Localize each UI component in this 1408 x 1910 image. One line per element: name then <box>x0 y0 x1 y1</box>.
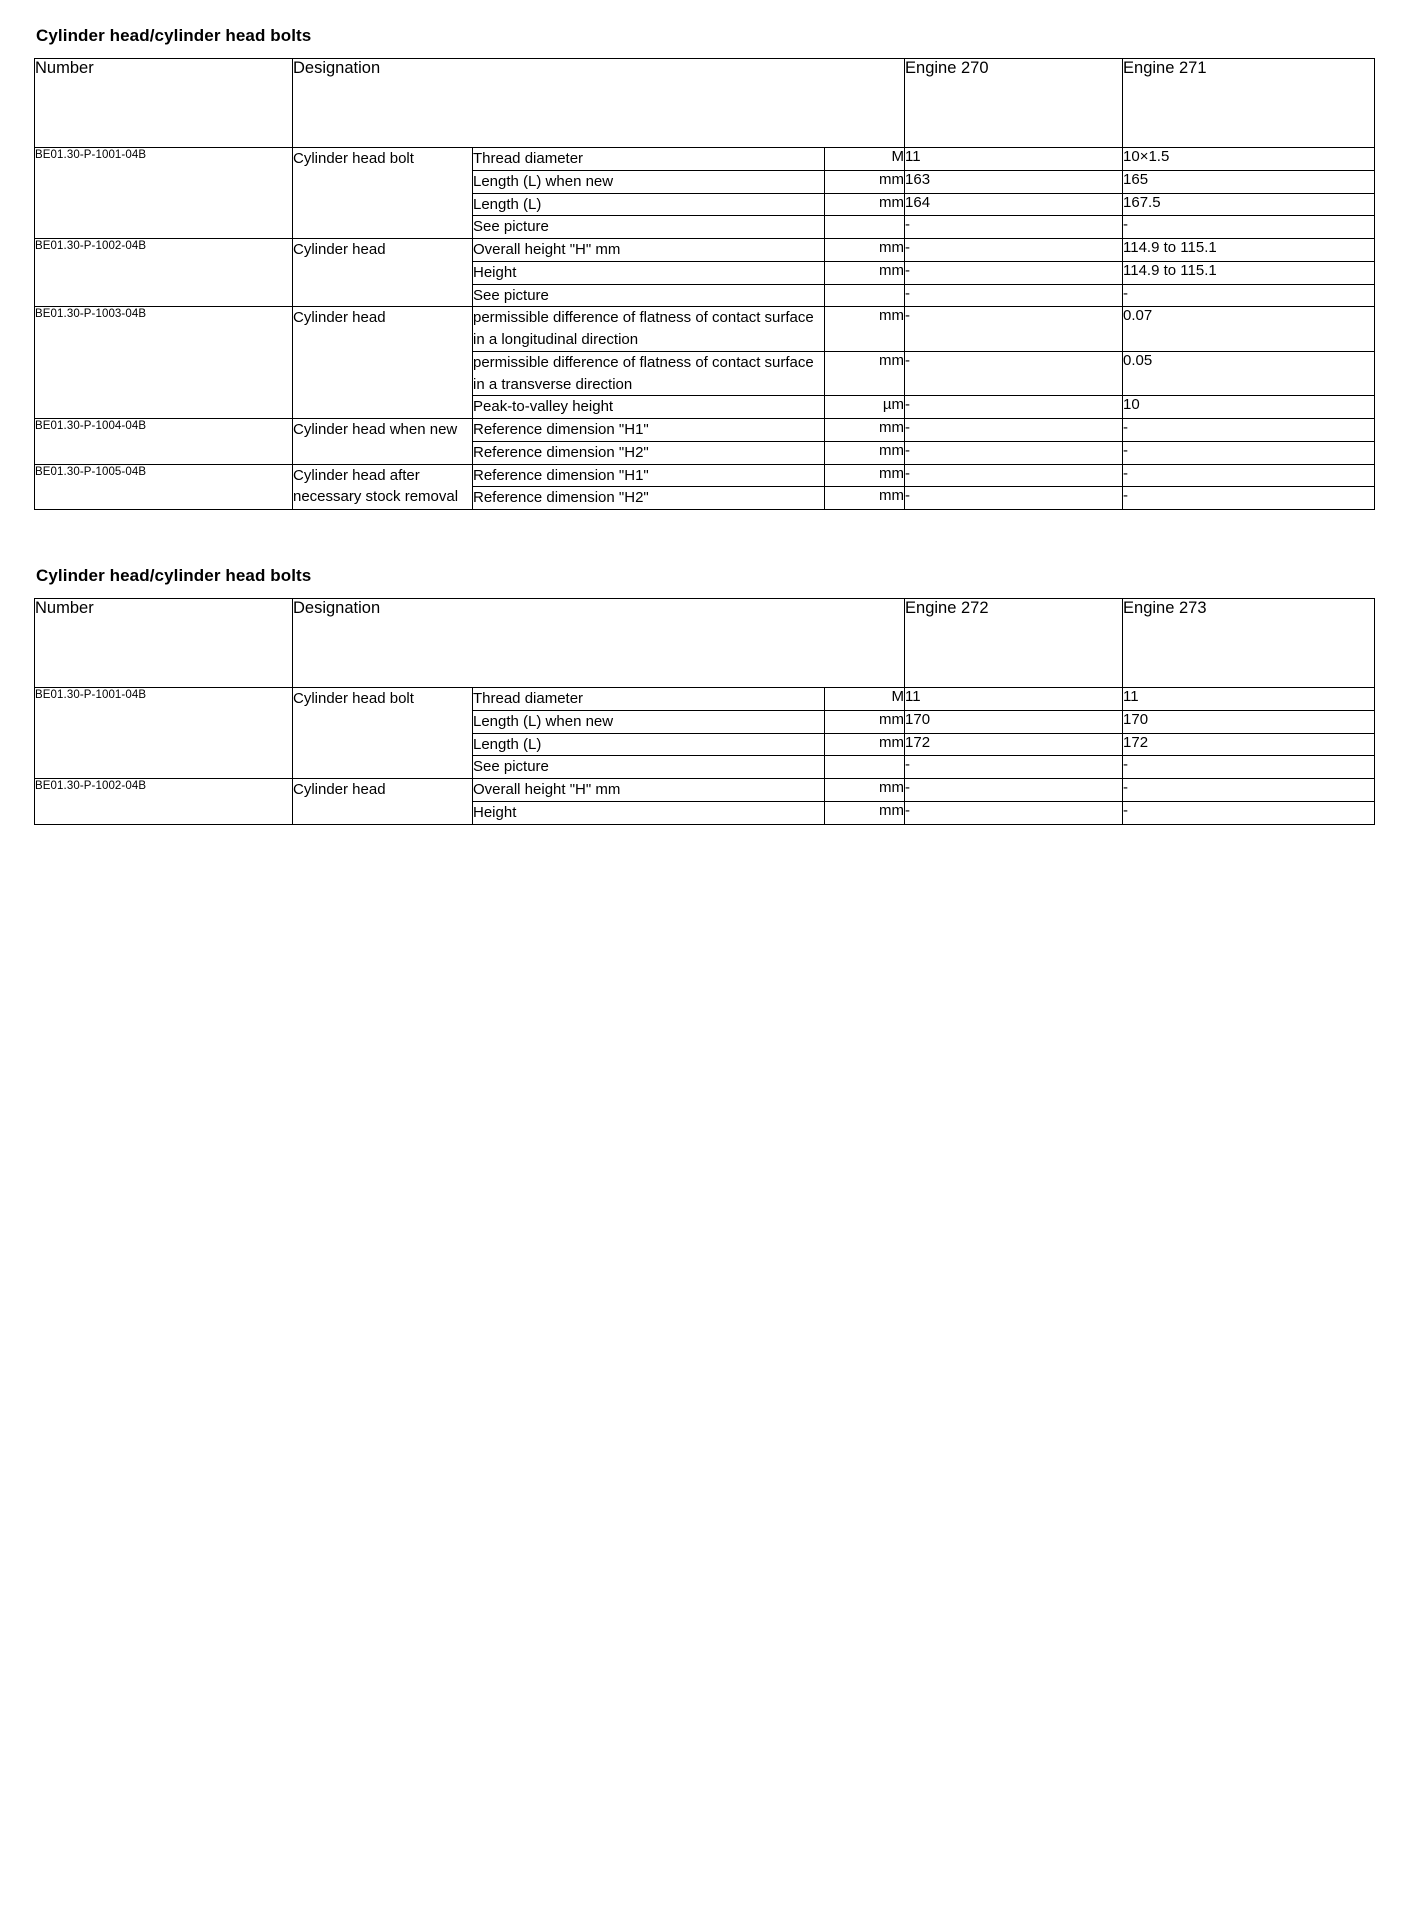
value-col-1: - <box>905 419 1123 442</box>
spec-number: BE01.30-P-1001-04B <box>35 688 293 779</box>
parameter-unit: mm <box>825 419 905 442</box>
parameter-label: Reference dimension "H1" <box>473 464 825 487</box>
value-col-1: - <box>905 216 1123 239</box>
spec-designation: Cylinder head bolt <box>293 148 473 239</box>
value-col-1: 11 <box>905 688 1123 711</box>
value-col-1: - <box>905 779 1123 802</box>
value-col-2: 165 <box>1123 170 1375 193</box>
parameter-unit <box>825 216 905 239</box>
parameter-label: Height <box>473 261 825 284</box>
parameter-unit: mm <box>825 170 905 193</box>
value-col-2: 172 <box>1123 733 1375 756</box>
sections-container <box>34 26 1374 825</box>
value-col-2: 0.07 <box>1123 307 1375 352</box>
parameter-label: permissible difference of flatness of contact surface in a transverse direction <box>473 351 825 396</box>
parameter-unit: mm <box>825 351 905 396</box>
table-header-row <box>35 59 1375 148</box>
parameter-unit: mm <box>825 239 905 262</box>
parameter-label: See picture <box>473 284 825 307</box>
value-col-2: 10 <box>1123 396 1375 419</box>
parameter-label: Thread diameter <box>473 148 825 171</box>
spec-table <box>34 598 1375 825</box>
value-col-2: - <box>1123 464 1375 487</box>
header-engine-col-1: Engine 270 <box>905 59 1123 148</box>
value-col-1: 170 <box>905 710 1123 733</box>
value-col-2: 0.05 <box>1123 351 1375 396</box>
parameter-label: Reference dimension "H2" <box>473 441 825 464</box>
table-row <box>35 148 1375 171</box>
spec-designation: Cylinder head <box>293 307 473 419</box>
parameter-label: Length (L) when new <box>473 170 825 193</box>
parameter-label: See picture <box>473 756 825 779</box>
parameter-unit: mm <box>825 441 905 464</box>
parameter-unit: mm <box>825 193 905 216</box>
table-row <box>35 688 1375 711</box>
value-col-1: - <box>905 307 1123 352</box>
value-col-2: - <box>1123 441 1375 464</box>
header-engine-col-2: Engine 273 <box>1123 599 1375 688</box>
spec-number: BE01.30-P-1004-04B <box>35 419 293 465</box>
value-col-1: - <box>905 756 1123 779</box>
spec-number: BE01.30-P-1002-04B <box>35 779 293 825</box>
value-col-1: 164 <box>905 193 1123 216</box>
value-col-2: - <box>1123 216 1375 239</box>
parameter-label: Length (L) <box>473 193 825 216</box>
section-title: Cylinder head/cylinder head bolts <box>36 26 312 45</box>
table-row <box>35 419 1375 442</box>
spec-table <box>34 58 1375 510</box>
value-col-1: - <box>905 441 1123 464</box>
value-col-1: - <box>905 801 1123 824</box>
parameter-unit: M <box>825 688 905 711</box>
parameter-unit: mm <box>825 487 905 510</box>
table-row <box>35 239 1375 262</box>
value-col-1: 163 <box>905 170 1123 193</box>
parameter-label: Height <box>473 801 825 824</box>
spec-section <box>34 566 1374 825</box>
parameter-unit: mm <box>825 307 905 352</box>
table-row <box>35 779 1375 802</box>
value-col-2: 170 <box>1123 710 1375 733</box>
parameter-label: See picture <box>473 216 825 239</box>
parameter-label: Thread diameter <box>473 688 825 711</box>
header-engine-col-2: Engine 271 <box>1123 59 1375 148</box>
value-col-2: - <box>1123 801 1375 824</box>
spec-designation: Cylinder head <box>293 779 473 825</box>
header-designation: Designation <box>293 59 905 148</box>
parameter-unit: mm <box>825 464 905 487</box>
spec-designation: Cylinder head when new <box>293 419 473 465</box>
value-col-1: - <box>905 239 1123 262</box>
value-col-1: - <box>905 464 1123 487</box>
parameter-label: permissible difference of flatness of contact surface in a longitudinal direction <box>473 307 825 352</box>
parameter-unit: mm <box>825 801 905 824</box>
spec-designation: Cylinder head after necessary stock removal <box>293 464 473 510</box>
header-number: Number <box>35 599 293 688</box>
parameter-unit: M <box>825 148 905 171</box>
value-col-2: - <box>1123 756 1375 779</box>
parameter-unit: µm <box>825 396 905 419</box>
value-col-2: 11 <box>1123 688 1375 711</box>
value-col-1: - <box>905 284 1123 307</box>
spec-number: BE01.30-P-1001-04B <box>35 148 293 239</box>
parameter-unit: mm <box>825 261 905 284</box>
value-col-2: - <box>1123 419 1375 442</box>
header-designation: Designation <box>293 599 905 688</box>
header-number: Number <box>35 59 293 148</box>
value-col-1: - <box>905 351 1123 396</box>
value-col-1: - <box>905 261 1123 284</box>
parameter-unit: mm <box>825 733 905 756</box>
table-header-row <box>35 599 1375 688</box>
value-col-2: 10×1.5 <box>1123 148 1375 171</box>
value-col-2: - <box>1123 284 1375 307</box>
spec-number: BE01.30-P-1002-04B <box>35 239 293 307</box>
value-col-1: - <box>905 396 1123 419</box>
spec-designation: Cylinder head bolt <box>293 688 473 779</box>
value-col-2: - <box>1123 487 1375 510</box>
spec-designation: Cylinder head <box>293 239 473 307</box>
value-col-1: 172 <box>905 733 1123 756</box>
section-spacer <box>34 510 1374 566</box>
parameter-unit <box>825 284 905 307</box>
table-row <box>35 464 1375 487</box>
value-col-2: - <box>1123 779 1375 802</box>
parameter-label: Reference dimension "H2" <box>473 487 825 510</box>
spec-section <box>34 26 1374 510</box>
value-col-2: 114.9 to 115.1 <box>1123 239 1375 262</box>
value-col-2: 167.5 <box>1123 193 1375 216</box>
value-col-1: 11 <box>905 148 1123 171</box>
parameter-label: Length (L) <box>473 733 825 756</box>
parameter-unit <box>825 756 905 779</box>
section-title: Cylinder head/cylinder head bolts <box>36 566 312 585</box>
spec-number: BE01.30-P-1003-04B <box>35 307 293 419</box>
spec-number: BE01.30-P-1005-04B <box>35 464 293 510</box>
value-col-1: - <box>905 487 1123 510</box>
parameter-unit: mm <box>825 779 905 802</box>
parameter-label: Overall height "H" mm <box>473 239 825 262</box>
parameter-label: Overall height "H" mm <box>473 779 825 802</box>
parameter-label: Reference dimension "H1" <box>473 419 825 442</box>
table-row <box>35 307 1375 352</box>
parameter-label: Length (L) when new <box>473 710 825 733</box>
value-col-2: 114.9 to 115.1 <box>1123 261 1375 284</box>
header-engine-col-1: Engine 272 <box>905 599 1123 688</box>
parameter-label: Peak-to-valley height <box>473 396 825 419</box>
parameter-unit: mm <box>825 710 905 733</box>
